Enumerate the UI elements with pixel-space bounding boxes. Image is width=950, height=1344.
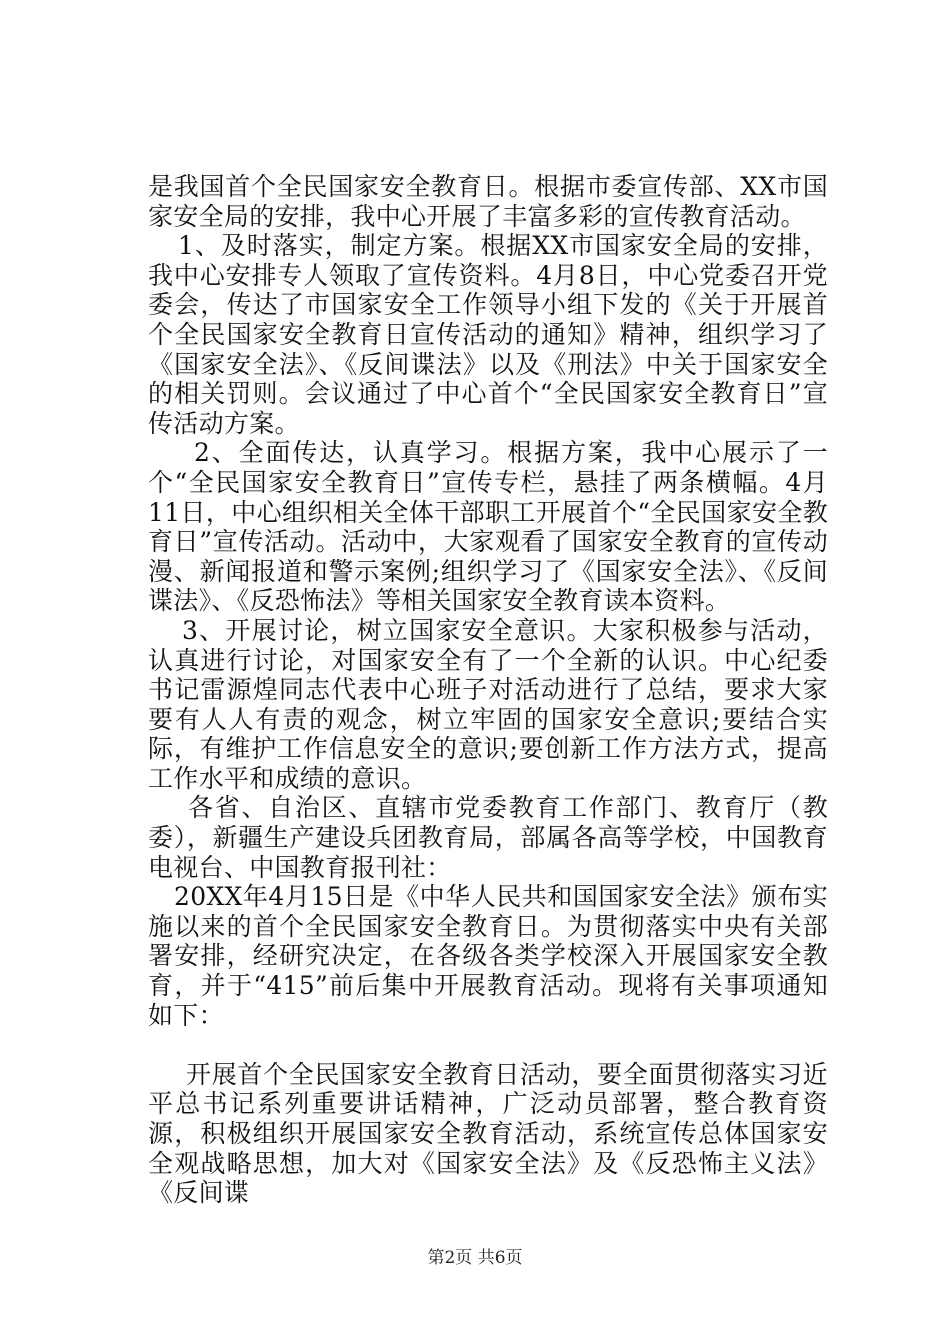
paragraph-item-3: 3、开展讨论，树立国家安全意识。大家积极参与活动，认真进行讨论，对国家安全有了一个全新的认识。中心纪委书记雷源煌同志代表中心班子对活动进行了总结，要求大家要有人人有责的观念，树立牢固的国家安全意识;要结合实际，有维护工作信息安全的意识;要创新工作方法方式，提高工作水平和成绩的意识。	[148, 615, 828, 793]
page-number-footer: 第2页 共6页	[427, 1248, 523, 1268]
paragraph-item-2: 2、全面传达，认真学习。根据方案，我中心展示了一个“全民国家安全教育日”宣传专栏，悬挂了两条横幅。4月11日，中心组织相关全体干部职工开展首个“全民国家安全教育日”宣传活动。活动中，大家观看了国家安全教育的宣传动漫、新闻报道和警示案例;组织学习了《国家安全法》、《反间谍法》、《反恐怖法》等相关国家安全教育读本资料。	[148, 438, 828, 616]
paragraph-notice: 20XX年4月15日是《中华人民共和国国家安全法》颁布实施以来的首个全民国家安全教育日。为贯彻落实中央有关部署安排，经研究决定，在各级各类学校深入开展国家安全教育，并于“415”前后集中开展教育活动。现将有关事项通知如下：	[148, 882, 828, 1030]
paragraph-item-1: 1、及时落实，制定方案。根据XX市国家安全局的安排，我中心安排专人领取了宣传资料。4月8日，中心党委召开党委会，传达了市国家安全工作领导小组下发的《关于开展首个全民国家安全教育日宣传活动的通知》精神，组织学习了《国家安全法》、《反间谍法》以及《刑法》中关于国家安全的相关罚则。会议通过了中心首个“全民国家安全教育日”宣传活动方案。	[148, 231, 828, 438]
paragraph-intro: 是我国首个全民国家安全教育日。根据市委宣传部、XX市国家安全局的安排，我中心开展了丰富多彩的宣传教育活动。	[148, 172, 828, 231]
paragraph-addressees: 各省、自治区、直辖市党委教育工作部门、教育厅（教委），新疆生产建设兵团教育局，部属各高等学校，中国教育电视台、中国教育报刊社：	[148, 793, 828, 882]
document-body	[148, 172, 828, 1208]
paragraph-activity: 开展首个全民国家安全教育日活动，要全面贯彻落实习近平总书记系列重要讲话精神，广泛动员部署，整合教育资源，积极组织开展国家安全教育活动，系统宣传总体国家安全观战略思想，加大对《国家安全法》及《反恐怖主义法》《反间谍	[148, 1059, 828, 1208]
blank-line	[148, 1030, 828, 1060]
